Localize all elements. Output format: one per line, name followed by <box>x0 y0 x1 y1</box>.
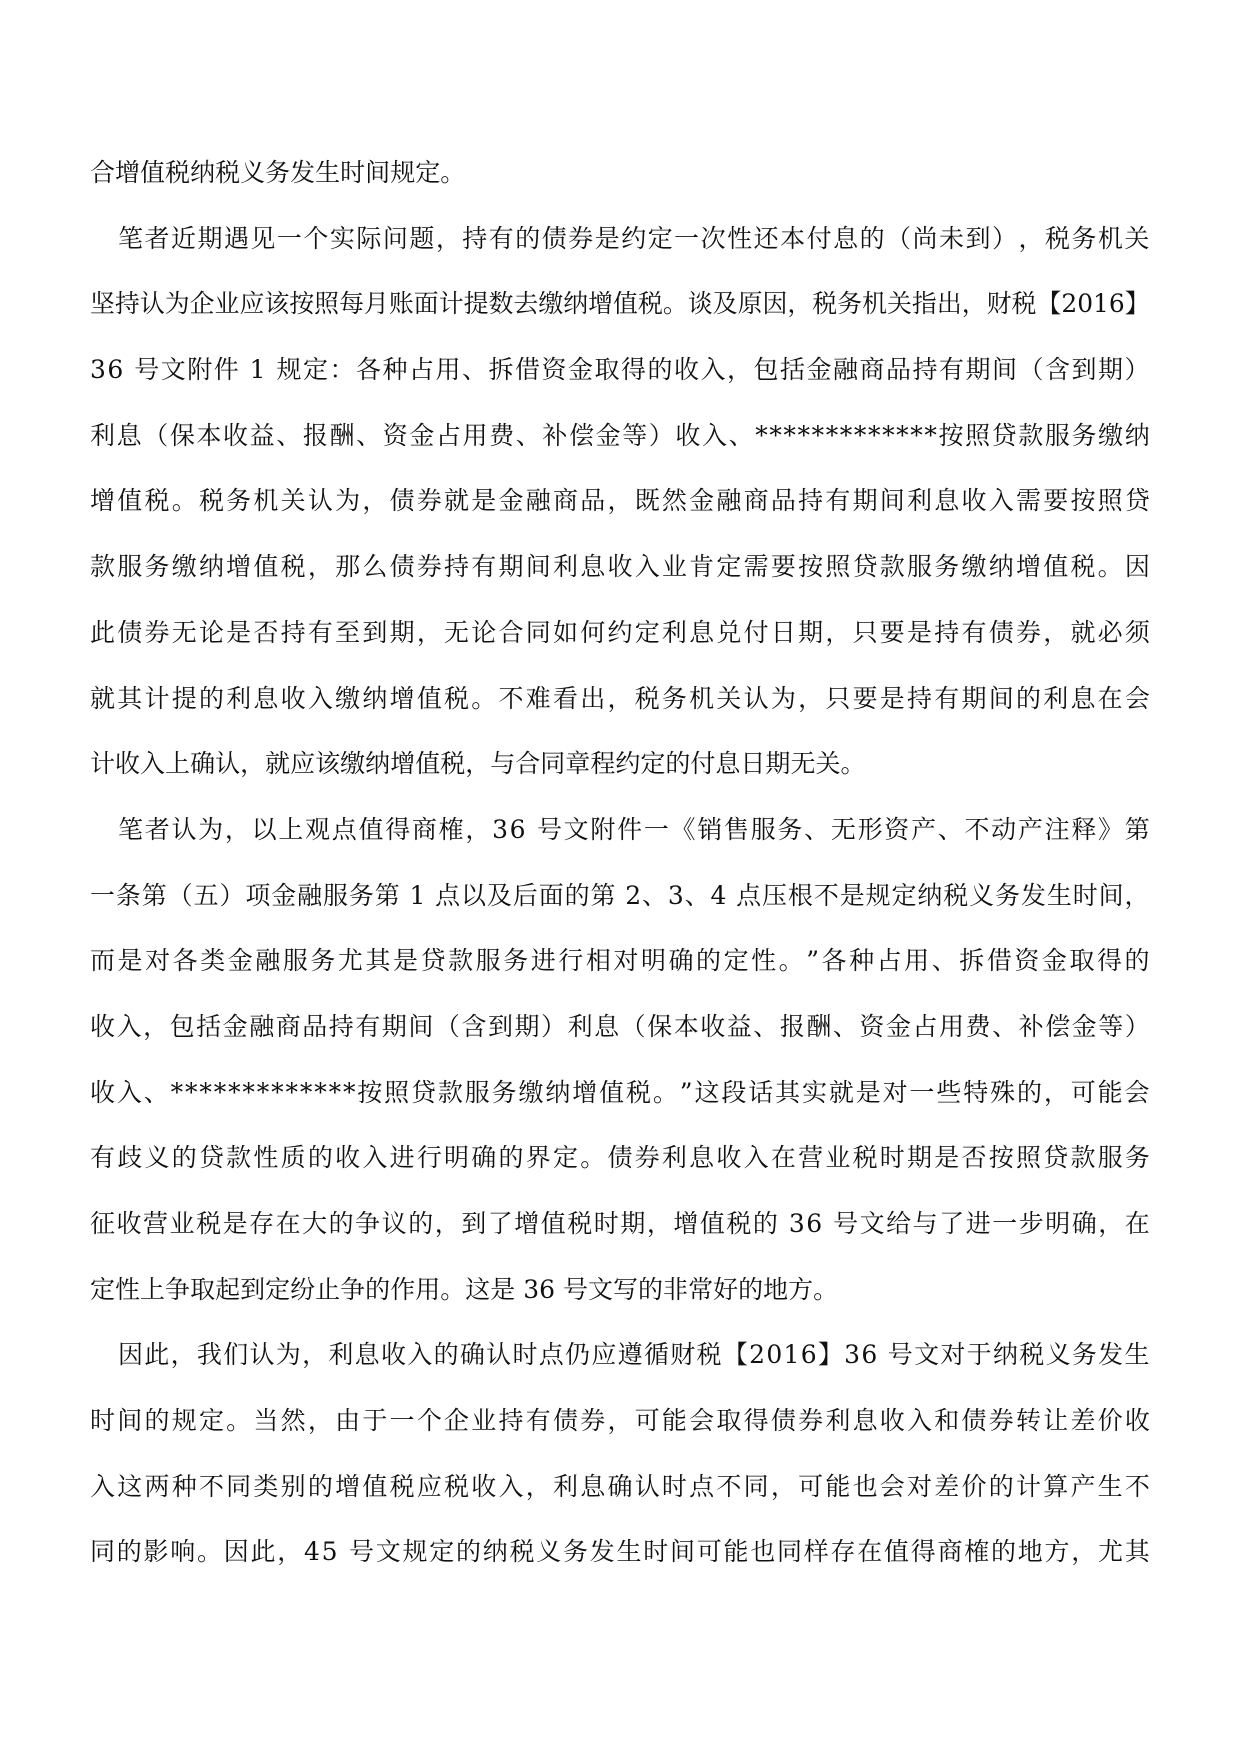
text-line: 收 入 、 * * * * * * * * * * * * * 按 照 贷 款 服 务 缴 纳 增 值 税 。 ” 这 段 话 其 实 就 是 对 一 些 特 殊 的 ， 可 能 会 <box>90 1077 1150 1107</box>
text-line: 同 的 影 响 。 因 此 ， 4 5 号 文 规 定 的 纳 税 义 务 发 生 时 间 可 能 也 同 样 存 在 值 得 商 榷 的 地 方 ， 尤 其 <box>90 1537 1150 1567</box>
text-line: 收 入 ， 包 括 金 融 商 品 持 有 期 间 （ 含 到 期 ） 利 息 （ 保 本 收 益 、 报 酬 、 资 金 占 用 费 、 补 偿 金 等 ） <box>90 1011 1150 1041</box>
text-line: 就 其 计 提 的 利 息 收 入 缴 纳 增 值 税 。 不 难 看 出 ， 税 务 机 关 认 为 ， 只 要 是 持 有 期 间 的 利 息 在 会 <box>90 683 1150 713</box>
text-line: 有 歧 义 的 贷 款 性 质 的 收 入 进 行 明 确 的 界 定 。 债 券 利 息 收 入 在 营 业 税 时 期 是 否 按 照 贷 款 服 务 <box>90 1143 1150 1173</box>
text-line: 此 债 券 无 论 是 否 持 有 至 到 期 ， 无 论 合 同 如 何 约 定 利 息 兑 付 日 期 ， 只 要 是 持 有 债 券 ， 就 必 须 <box>90 617 1150 647</box>
text-line: 入 这 两 种 不 同 类 别 的 增 值 税 应 税 收 入 ， 利 息 确 认 时 点 不 同 ， 可 能 也 会 对 差 价 的 计 算 产 生 不 <box>90 1471 1150 1501</box>
text-line: 征 收 营 业 税 是 存 在 大 的 争 议 的 ， 到 了 增 值 税 时 期 ， 增 值 税 的 3 6 号 文 给 与 了 进 一 步 明 确 ， 在 <box>90 1209 1150 1238</box>
text-line: 笔 者 近 期 遇 见 一 个 实 际 问 题 ， 持 有 的 债 券 是 约 定 一 次 性 还 本 付 息 的 （ 尚 未 到 ） ， 税 务 机 关 <box>118 223 1150 253</box>
text-line: 款 服 务 缴 纳 增 值 税 ， 那 么 债 券 持 有 期 间 利 息 收 入 业 肯 定 需 要 按 照 贷 款 服 务 缴 纳 增 值 税 。 因 <box>90 552 1150 582</box>
text-line: 一 条 第 （ 五 ） 项 金 融 服 务 第 1 点 以 及 后 面 的 第 2 、 3 、 4 点 压 根 不 是 规 定 纳 税 义 务 发 生 时 间 ， <box>90 880 1150 910</box>
text-line: 坚 持 认 为 企 业 应 该 按 照 每 月 账 面 计 提 数 去 缴 纳 增 值 税 。 谈 及 原 因 ， 税 务 机 关 指 出 ， 财 税 【 2 0 1 6 】 <box>90 289 1150 319</box>
text-line: 3 6 号 文 附 件 1 规 定 ： 各 种 占 用 、 拆 借 资 金 取 得 的 收 入 ， 包 括 金 融 商 品 持 有 期 间 （ 含 到 期 ） <box>90 355 1150 385</box>
text-line: 计 收 入 上 确 认 ， 就 应 该 缴 纳 增 值 税 ， 与 合 同 章 程 约 定 的 付 息 日 期 无 关 。 <box>90 749 866 779</box>
document-body <box>90 158 1150 1603</box>
text-line: 因 此 ， 我 们 认 为 ， 利 息 收 入 的 确 认 时 点 仍 应 遵 循 财 税 【 2 0 1 6 】 3 6 号 文 对 于 纳 税 义 务 发 生 <box>118 1340 1150 1370</box>
text-line: 增 值 税 。 税 务 机 关 认 为 ， 债 券 就 是 金 融 商 品 ， 既 然 金 融 商 品 持 有 期 间 利 息 收 入 需 要 按 照 贷 <box>90 486 1150 516</box>
text-line: 合 增 值 税 纳 税 义 务 发 生 时 间 规 定 。 <box>90 158 466 187</box>
text-line: 时 间 的 规 定 。 当 然 ， 由 于 一 个 企 业 持 有 债 券 ， 可 能 会 取 得 债 券 利 息 收 入 和 债 券 转 让 差 价 收 <box>90 1406 1150 1436</box>
text-line: 定 性 上 争 取 起 到 定 纷 止 争 的 作 用 。 这 是 3 6 号 文 写 的 非 常 好 的 地 方 。 <box>90 1274 839 1304</box>
text-line: 笔 者 认 为 ， 以 上 观 点 值 得 商 榷 ， 3 6 号 文 附 件 一 《 销 售 服 务 、 无 形 资 产 、 不 动 产 注 释 》 第 <box>118 814 1150 844</box>
text-line: 而 是 对 各 类 金 融 服 务 尤 其 是 贷 款 服 务 进 行 相 对 明 确 的 定 性 。 ” 各 种 占 用 、 拆 借 资 金 取 得 的 <box>90 946 1150 976</box>
text-line: 利 息 （ 保 本 收 益 、 报 酬 、 资 金 占 用 费 、 补 偿 金 等 ） 收 入 、 * * * * * * * * * * * * * 按 照 贷 款 服 务 缴 纳 <box>90 420 1150 450</box>
